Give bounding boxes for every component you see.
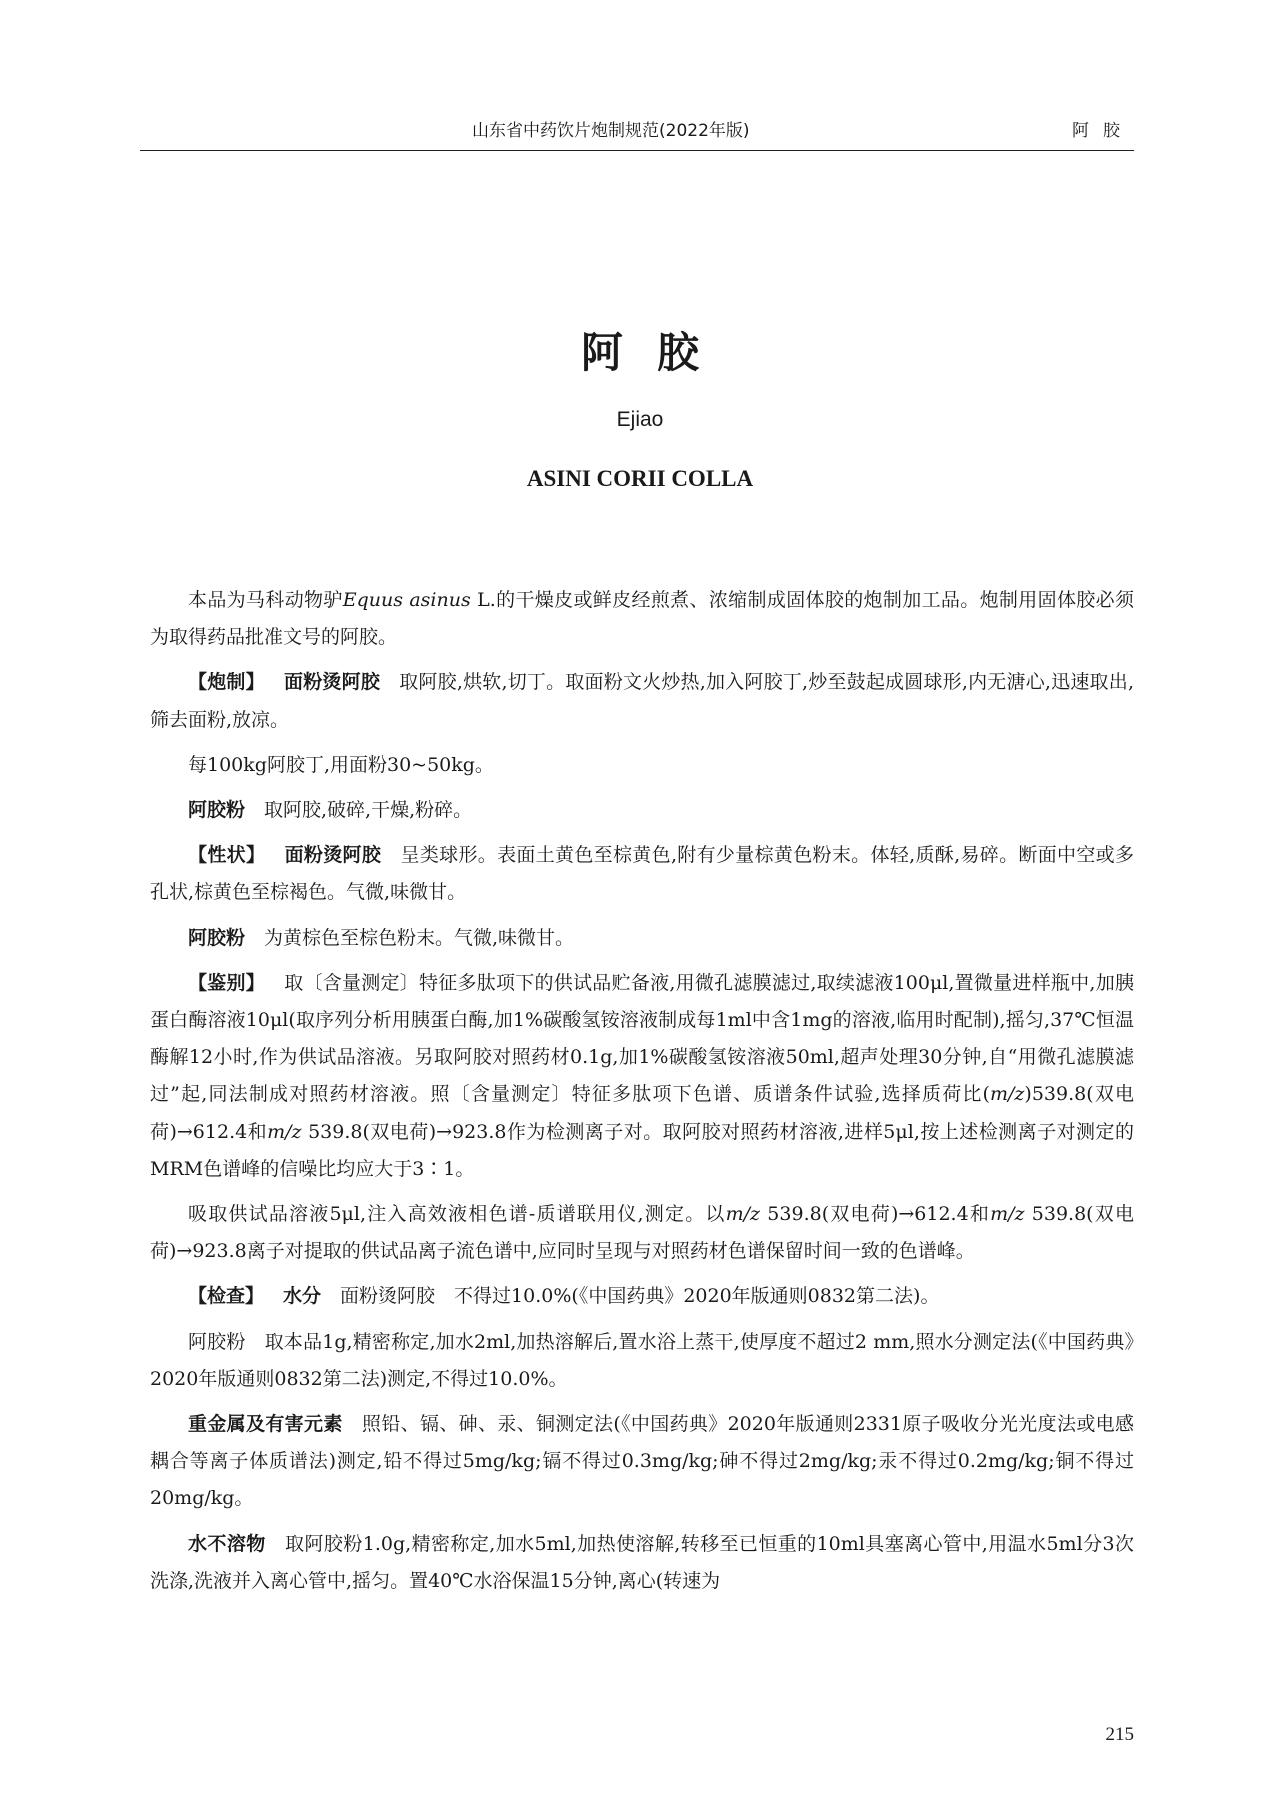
processing-sub-powder: 阿胶粉 <box>188 799 246 822</box>
description-powder: 阿胶粉 为黄棕色至棕色粉末。气微,味微甘。 <box>188 926 575 949</box>
header-rule <box>140 150 1134 151</box>
species-name: Equus asinus <box>342 589 471 611</box>
inspection-metals: 重金属及有害元素 照铅、镉、砷、汞、铜测定法(《中国药典》2020年版通则2331原子吸收分光光度法或电感耦合等离子体质谱法)测定,铅不得过5mg/kg;镉不得过0.3mg/kg;砷不得过2mg/kg;汞不得过0.2mg/kg;铜不得过20mg/kg。 <box>150 1413 1134 1510</box>
processing-heading: 【炮制】 <box>188 671 265 694</box>
processing-paragraph: 【炮制】 面粉烫阿胶 取阿胶,烘软,切丁。取面粉文火炒热,加入阿胶丁,炒至鼓起成圆球形,内无溏心,迅速取出,筛去面粉,放凉。 <box>150 671 1134 731</box>
identification-paragraph-2: 吸取供试品溶液5μl,注入高效液相色谱-质谱联用仪,测定。以m/z 539.8(双电荷)→612.4和m/z 539.8(双电荷)→923.8离子对提取的供试品离子流色谱中,应同时呈现与对照药材色谱保留时间一致的色谱峰。 <box>150 1203 1134 1263</box>
inspection-insoluble-label: 水不溶物 <box>188 1532 266 1555</box>
inspection-paragraph: 【检查】 水分 面粉烫阿胶 不得过10.0%(《中国药典》2020年版通则0832第二法)。 <box>188 1285 940 1308</box>
inspection-water-label: 水分 <box>283 1285 322 1308</box>
entry-title: 阿胶 <box>580 328 733 377</box>
description-heading: 【性状】 <box>188 844 266 867</box>
intro-paragraph: 本品为马科动物驴Equus asinus L.的干燥皮或鲜皮经煎煮、浓缩制成固体胶的炮制加工品。炮制用固体胶必须为取得药品批准文号的阿胶。 <box>150 589 1134 649</box>
description-paragraph: 【性状】 面粉烫阿胶 呈类球形。表面土黄色至棕黄色,附有少量棕黄色粉末。体轻,质酥,易碎。断面中空或多孔状,棕黄色至棕褐色。气微,味微甘。 <box>150 844 1134 904</box>
page-number: 215 <box>1105 1724 1134 1745</box>
processing-ratio: 每100kg阿胶丁,用面粉30~50kg。 <box>188 753 494 776</box>
inspection-metals-label: 重金属及有害元素 <box>188 1413 343 1436</box>
processing-sub-flour: 面粉烫阿胶 <box>283 671 381 694</box>
inspection-powder-label: 阿胶粉 <box>188 1330 246 1353</box>
description-sub-flour: 面粉烫阿胶 <box>284 844 382 867</box>
running-header-book-title: 山东省中药饮片炮制规范(2022年版) <box>472 121 750 141</box>
running-header-chapter: 阿胶 <box>1072 121 1134 141</box>
inspection-insoluble: 水不溶物 取阿胶粉1.0g,精密称定,加水5ml,加热使溶解,转移至已恒重的10ml具塞离心管中,用温水5ml分3次洗涤,洗液并入离心管中,摇匀。置40℃水浴保温15分钟,离心(转速为 <box>150 1532 1134 1592</box>
inspection-powder: 阿胶粉 取本品1g,精密称定,加水2ml,加热溶解后,置水浴上蒸干,使厚度不超过2 mm,照水分测定法(《中国药典》2020年版通则0832第二法)测定,不得过10.0%。 <box>150 1330 1134 1390</box>
processing-powder: 阿胶粉 取阿胶,破碎,干燥,粉碎。 <box>188 799 473 822</box>
running-header <box>140 110 1134 142</box>
identification-paragraph: 【鉴别】 取〔含量测定〕特征多肽项下的供试品贮备液,用微孔滤膜滤过,取续滤液100μl,置微量进样瓶中,加胰蛋白酶溶液10μl(取序列分析用胰蛋白酶,加1%碳酸氢铵溶液制成每1ml中含1mg的溶液,临用时配制),摇匀,37℃恒温酶解12小时,作为供试品溶液。另取阿胶对照药材0.1g,加1%碳酸氢铵溶液50ml,超声处理30分钟,自“用微孔滤膜滤过”起,同法制成对照药材溶液。照〔含量测定〕特征多肽项下色谱、质谱条件试验,选择质荷比(m/z)539.8(双电荷)→612.4和m/z 539.8(双电荷)→923.8作为检测离子对。取阿胶对照药材溶液,进样5μl,按上述检测离子对测定的MRM色谱峰的信噪比均应大于3∶1。 <box>150 971 1135 1180</box>
entry-latin-name: ASINI CORII COLLA <box>526 466 754 491</box>
identification-heading: 【鉴别】 <box>188 971 266 994</box>
description-sub-powder: 阿胶粉 <box>188 926 246 949</box>
monograph-body <box>150 582 1134 1608</box>
entry-pinyin: Ejiao <box>616 408 664 431</box>
inspection-heading: 【检查】 <box>188 1285 265 1308</box>
